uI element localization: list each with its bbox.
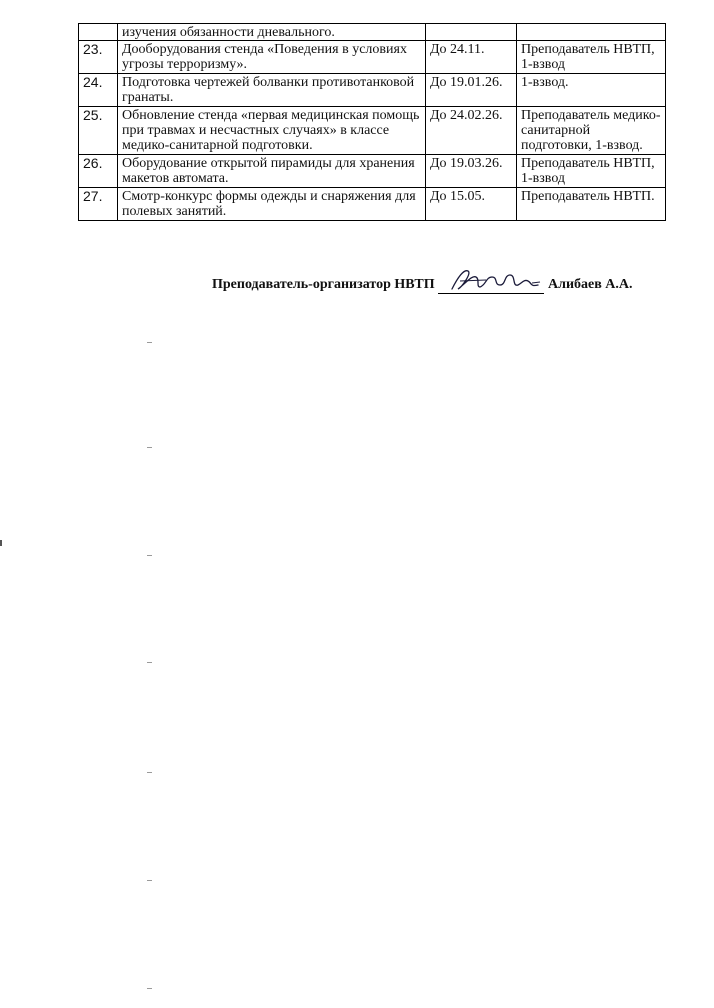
row-task: Оборудование открытой пирамиды для хранения макетов автомата.	[118, 155, 426, 188]
row-date: До 15.05.	[426, 188, 517, 221]
row-date: До 24.11.	[426, 41, 517, 74]
row-number	[79, 24, 118, 41]
row-task: Смотр-конкурс формы одежды и снаряжения для полевых занятий.	[118, 188, 426, 221]
scan-speck	[147, 988, 152, 989]
row-responsible: Преподаватель медико-санитарной подготовки, 1-взвод.	[517, 107, 666, 155]
row-task: Подготовка чертежей болванки противотанковой гранаты.	[118, 74, 426, 107]
scan-speck	[147, 447, 152, 448]
row-date: До 19.01.26.	[426, 74, 517, 107]
row-date: До 19.03.26.	[426, 155, 517, 188]
table-row	[79, 188, 666, 221]
table-row	[79, 155, 666, 188]
row-task: Обновление стенда «первая медицинская помощь при травмах и несчастных случаях» в классе медико-санитарной подготовки.	[118, 107, 426, 155]
scan-speck	[147, 880, 152, 881]
scan-speck	[147, 555, 152, 556]
table-row	[79, 74, 666, 107]
row-date	[426, 24, 517, 41]
row-responsible: Преподаватель НВТП, 1-взвод	[517, 155, 666, 188]
row-number: 26.	[79, 155, 118, 188]
plan-table	[78, 23, 666, 221]
signature-block	[212, 273, 652, 297]
scan-speck	[147, 342, 152, 343]
scan-speck	[147, 662, 152, 663]
row-responsible: Преподаватель НВТП.	[517, 188, 666, 221]
row-task: Дооборудования стенда «Поведения в условиях угрозы терроризму».	[118, 41, 426, 74]
row-number: 23.	[79, 41, 118, 74]
row-date: До 24.02.26.	[426, 107, 517, 155]
row-number: 25.	[79, 107, 118, 155]
row-responsible: 1-взвод.	[517, 74, 666, 107]
row-number: 27.	[79, 188, 118, 221]
signatory-name: Алибаев А.А.	[548, 277, 633, 292]
handwritten-signature	[446, 263, 542, 297]
table-row	[79, 107, 666, 155]
signatory-role: Преподаватель-организатор НВТП	[212, 277, 435, 292]
scan-edge-mark	[0, 540, 2, 546]
scan-speck	[147, 772, 152, 773]
table-row	[79, 41, 666, 74]
row-number: 24.	[79, 74, 118, 107]
table-row	[79, 24, 666, 41]
row-task: изучения обязанности дневального.	[118, 24, 426, 41]
row-responsible	[517, 24, 666, 41]
row-responsible: Преподаватель НВТП, 1-взвод	[517, 41, 666, 74]
